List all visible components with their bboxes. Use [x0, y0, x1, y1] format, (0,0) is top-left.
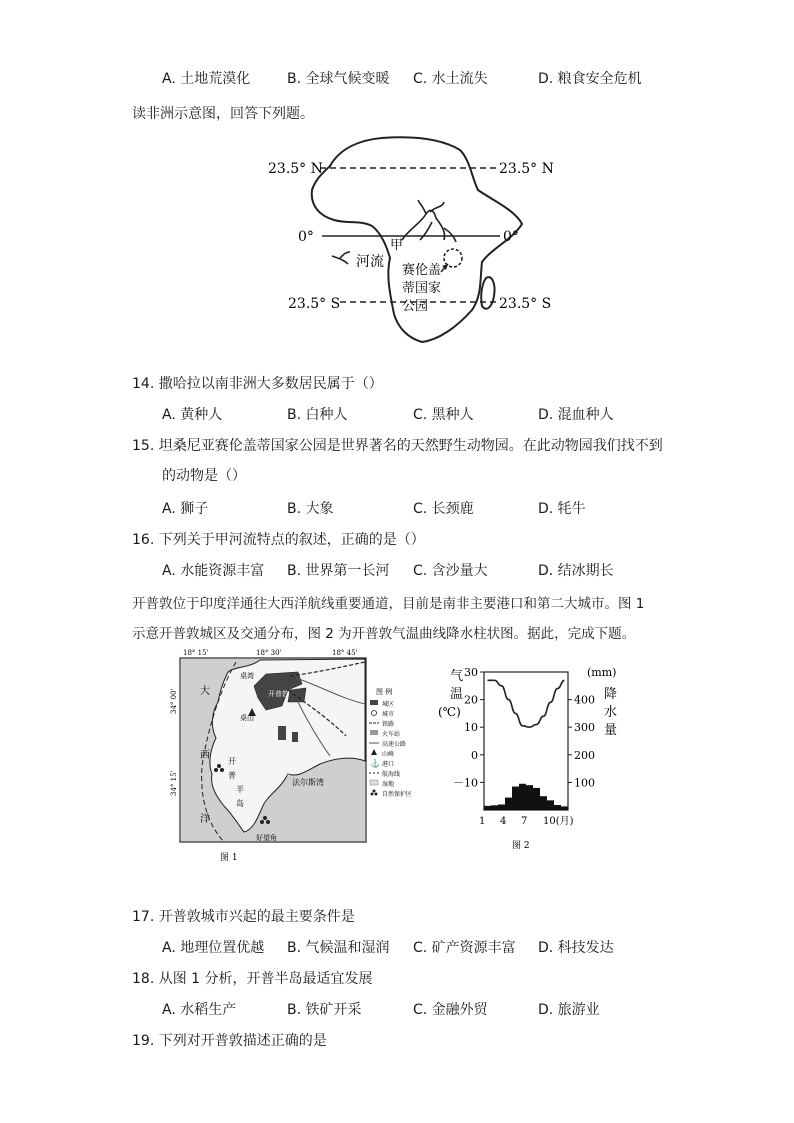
legend-item-railway: 铁路: [382, 721, 395, 728]
precip-label-char-1: 降: [604, 687, 618, 702]
cape-of-good-hope-label: 好望角: [256, 834, 277, 842]
q15-option-d[interactable]: D. 牦牛: [538, 501, 586, 517]
q13-option-b[interactable]: B. 全球气候变暖: [287, 71, 390, 87]
q14-option-a[interactable]: A. 黄种人: [162, 407, 223, 423]
ocean-char-2: 西: [200, 750, 210, 761]
map-legend: [369, 687, 412, 798]
precip-bar-6: [519, 784, 526, 810]
precip-bar-3: [498, 804, 505, 810]
precip-bar-7: [526, 785, 533, 810]
precip-bar-11: [554, 805, 561, 810]
lat-tick-1: 34° 00': [170, 688, 178, 714]
reserve-dot-2: [220, 768, 224, 772]
reserve-dot-3: [217, 764, 221, 768]
temp-tick-label: －10: [453, 776, 478, 790]
precip-bar-1: [484, 806, 491, 810]
lon-tick-1: 18° 15': [183, 649, 209, 657]
temp-tick-label: 30: [464, 666, 478, 679]
q13-option-d[interactable]: D. 粮食安全危机: [538, 71, 642, 87]
legend-item-peak: 山峰: [382, 751, 395, 758]
x-tick-10: 10(月): [543, 816, 574, 827]
park-label-line3: 公园: [402, 299, 429, 314]
park-label-line2: 蒂国家: [402, 281, 442, 296]
q14-stem: 14. 撒哈拉以南非洲大多数居民属于（）: [132, 376, 383, 392]
precip-tick-label: 200: [574, 748, 595, 762]
precip-bar-8: [533, 788, 540, 810]
q18-option-a[interactable]: A. 水稻生产: [162, 1002, 237, 1018]
tropic-capricorn-label-right: 23.5° S: [499, 296, 552, 312]
q16-option-a[interactable]: A. 水能资源丰富: [162, 563, 265, 579]
legend-item-city: 城市: [382, 711, 395, 718]
q15-stem-line1: 15. 坦桑尼亚赛伦盖蒂国家公园是世界著名的天然野生动物园。在此动物园我们找不到: [132, 438, 663, 454]
precip-bar-9: [540, 796, 547, 810]
precip-tick-label: 400: [574, 693, 595, 707]
q17-option-d[interactable]: D. 科技发达: [538, 940, 614, 956]
urban-block-1: [278, 726, 286, 740]
fig1-caption: 图 1: [220, 853, 238, 863]
table-bay-label: 桌湾: [240, 672, 254, 680]
temperature-curve: [488, 680, 565, 727]
equator-label-right: 0°: [503, 229, 519, 245]
tropic-cancer-label-right: 23.5° N: [499, 161, 554, 177]
x-tick-4: 4: [500, 816, 507, 827]
q15-option-b[interactable]: B. 大象: [287, 501, 334, 517]
q13-option-a[interactable]: A. 土地荒漠化: [162, 71, 251, 87]
cape-intro-line2: 示意开普敦城区及交通分布，图 2 为开普敦气温曲线降水柱状图。据此，完成下题。: [132, 626, 636, 642]
urban-block-2: [292, 732, 298, 742]
q13-option-c[interactable]: C. 水土流失: [413, 71, 488, 87]
precip-bar-2: [491, 805, 498, 810]
fig2-caption: 图 2: [512, 841, 530, 851]
peninsula-char-3: 半: [236, 785, 244, 794]
precip-bar-4: [505, 798, 512, 810]
peninsula-char-4: 岛: [236, 799, 244, 808]
equator-label-left: 0°: [298, 229, 314, 245]
q14-option-d[interactable]: D. 混血种人: [538, 407, 614, 423]
precip-label-char-2: 水: [604, 705, 618, 720]
lon-tick-2: 18° 30': [256, 649, 282, 657]
q16-option-b[interactable]: B. 世界第一长河: [287, 563, 390, 579]
africa-map-intro: 读非洲示意图，回答下列题。: [132, 106, 314, 122]
peninsula-char-1: 开: [228, 757, 236, 766]
q16-stem: 16. 下列关于甲河流特点的叙述，正确的是（）: [132, 532, 425, 548]
q18-stem: 18. 从图 1 分析，开普半岛最适宜发展: [132, 971, 373, 987]
ocean-char-1: 大: [200, 686, 210, 697]
legend-item-wetland: 湿地: [382, 781, 395, 788]
q17-option-c[interactable]: C. 矿产资源丰富: [413, 940, 516, 956]
q19-stem: 19. 下列对开普敦描述正确的是: [132, 1033, 327, 1049]
x-tick-7: 7: [521, 816, 528, 827]
park-label-line1: 赛伦盖: [402, 263, 442, 278]
q16-option-d[interactable]: D. 结冰期长: [538, 563, 614, 579]
lat-tick-2: 34° 15': [170, 770, 178, 796]
false-bay-label: 法尔斯湾: [292, 778, 324, 787]
precip-bar-5: [512, 787, 519, 810]
reserve-dot-1: [214, 768, 218, 772]
temp-tick-label: 0: [471, 748, 478, 762]
q14-option-b[interactable]: B. 白种人: [287, 407, 348, 423]
reserve-dot-5: [266, 820, 270, 824]
legend-item-urban: 城区: [382, 701, 395, 708]
q15-option-c[interactable]: C. 长颈鹿: [413, 501, 474, 517]
africa-map: [260, 128, 560, 358]
tropic-capricorn-label-left: 23.5° S: [288, 296, 341, 312]
table-mountain-label: 桌山: [240, 714, 254, 722]
temp-label-char-1: 气: [450, 669, 464, 684]
cape-intro-line1: 开普敦位于印度洋通往大西洋航线重要通道，目前是南非主要港口和第二大城市。图 1: [132, 596, 645, 612]
legend-item-port: 港口: [382, 761, 395, 768]
river-legend-symbol: [332, 252, 350, 264]
temp-tick-label: 20: [464, 693, 478, 707]
x-tick-1: 1: [479, 816, 486, 827]
q18-option-b[interactable]: B. 铁矿开采: [287, 1002, 362, 1018]
temp-label-char-2: 温: [450, 687, 464, 702]
q17-stem: 17. 开普敦城市兴起的最主要条件是: [132, 909, 355, 925]
q14-option-c[interactable]: C. 黑种人: [413, 407, 474, 423]
q17-option-b[interactable]: B. 气候温和湿润: [287, 940, 390, 956]
legend-title: 图 例: [376, 688, 393, 696]
precip-label-char-3: 量: [604, 723, 618, 738]
q15-stem-line2: 的动物是（）: [162, 468, 246, 484]
q16-option-c[interactable]: C. 含沙量大: [413, 563, 488, 579]
peninsula-char-2: 普: [228, 771, 236, 780]
river-jia-label: 甲: [390, 238, 404, 253]
precip-tick-label: 100: [574, 776, 595, 790]
legend-item-highway: 高速公路: [382, 741, 407, 748]
q17-option-a[interactable]: A. 地理位置优越: [162, 940, 265, 956]
temp-unit-label: (℃): [438, 705, 461, 719]
reserve-dot-4: [260, 820, 264, 824]
lon-tick-3: 18° 45': [332, 649, 358, 657]
legend-item-station: 火车站: [382, 731, 401, 738]
tropic-cancer-label-left: 23.5° N: [268, 161, 323, 177]
precip-bar-10: [547, 800, 554, 810]
cape-town-map: [170, 646, 440, 870]
cape-town-label: 开普敦: [268, 690, 289, 698]
q18-option-c[interactable]: C. 金融外贸: [413, 1002, 488, 1018]
reserve-dot-6: [263, 816, 267, 820]
q18-option-d[interactable]: D. 旅游业: [538, 1002, 600, 1018]
precip-bar-12: [561, 806, 568, 810]
precip-unit-label: (mm): [587, 666, 617, 679]
climate-chart: [436, 660, 636, 856]
precip-tick-label: 300: [574, 721, 595, 735]
q15-option-a[interactable]: A. 狮子: [162, 501, 209, 517]
ocean-char-3: 洋: [200, 814, 210, 825]
temp-tick-label: 10: [464, 721, 478, 735]
legend-item-reserve: 自然保护区: [382, 791, 413, 798]
madagascar-outline: [481, 277, 494, 309]
legend-anchor-icon: ⚓: [370, 759, 380, 768]
river-legend-label: 河流: [356, 254, 384, 270]
legend-item-shipping: 航海线: [382, 771, 401, 778]
